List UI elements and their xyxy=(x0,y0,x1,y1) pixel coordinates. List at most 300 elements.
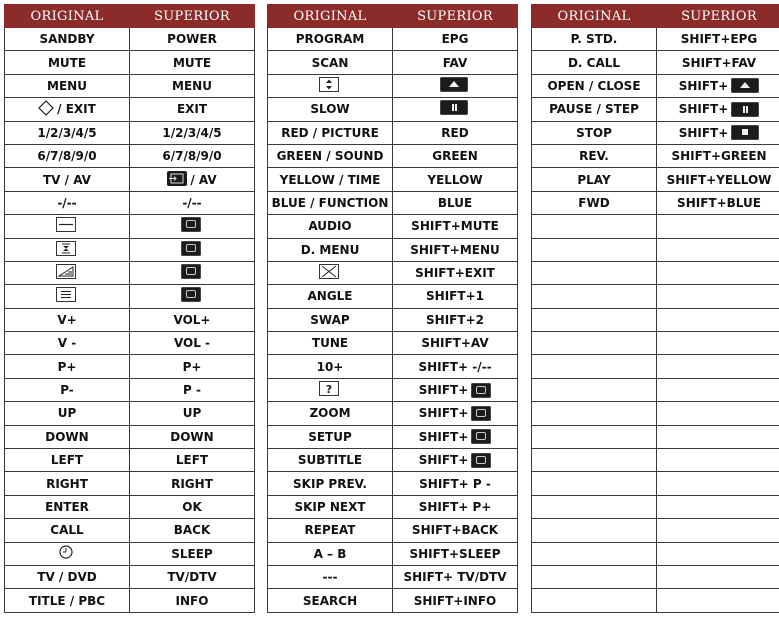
table-row xyxy=(268,589,518,612)
svg-text:?: ? xyxy=(325,383,332,397)
key-label: / AV xyxy=(190,172,217,187)
key-label: RED xyxy=(441,125,469,140)
original-key-cell xyxy=(532,449,657,472)
original-key-cell xyxy=(268,261,393,284)
header-original: ORIGINAL xyxy=(5,5,130,28)
superior-key-cell xyxy=(657,425,779,448)
table-row xyxy=(268,472,518,495)
stop-button-icon xyxy=(731,125,759,140)
superior-key-cell xyxy=(657,238,779,261)
original-key-cell xyxy=(5,449,130,472)
header-original: ORIGINAL xyxy=(268,5,393,28)
key-label: --- xyxy=(322,570,338,585)
original-key-cell xyxy=(532,589,657,612)
original-key-cell xyxy=(268,332,393,355)
table-row xyxy=(532,425,779,448)
superior-key-cell xyxy=(657,121,779,144)
superior-key-cell xyxy=(130,519,255,542)
table-row xyxy=(5,378,255,401)
superior-key-cell xyxy=(130,51,255,74)
superior-key-cell xyxy=(657,98,779,121)
key-label: DOWN xyxy=(170,429,214,444)
superior-key-cell xyxy=(393,472,518,495)
original-key-cell xyxy=(5,519,130,542)
superior-key-cell xyxy=(130,589,255,612)
key-label: GREEN xyxy=(432,149,478,164)
original-key-cell xyxy=(268,74,393,97)
text-list-icon xyxy=(56,287,76,305)
original-key-cell xyxy=(268,191,393,214)
mix-button-icon xyxy=(471,429,491,444)
superior-key-cell xyxy=(657,215,779,238)
original-key-cell xyxy=(268,51,393,74)
superior-key-cell xyxy=(393,402,518,425)
superior-key-cell xyxy=(393,98,518,121)
table-row xyxy=(5,589,255,612)
key-label: 1/2/3/4/5 xyxy=(37,125,97,140)
key-label: GREEN / SOUND xyxy=(276,149,384,164)
original-key-cell xyxy=(532,74,657,97)
table-row xyxy=(5,191,255,214)
original-key-cell xyxy=(5,378,130,401)
original-key-cell xyxy=(5,74,130,97)
key-label: SHIFT+ xyxy=(418,406,469,421)
original-key-cell xyxy=(5,98,130,121)
key-label: SHIFT+GREEN xyxy=(671,149,767,164)
original-key-cell xyxy=(532,28,657,51)
key-label: SETUP xyxy=(308,429,352,444)
key-label: SHIFT+ xyxy=(418,453,469,468)
table-row xyxy=(532,495,779,518)
table-row xyxy=(532,121,779,144)
key-label: 6/7/8/9/0 xyxy=(37,149,97,164)
original-key-cell xyxy=(268,355,393,378)
key-label: PLAY xyxy=(577,172,611,187)
superior-key-cell xyxy=(657,51,779,74)
original-key-cell xyxy=(268,542,393,565)
key-label: SHIFT+SLEEP xyxy=(409,546,501,561)
table-row xyxy=(268,495,518,518)
key-label: STOP xyxy=(576,125,612,140)
table-row xyxy=(5,144,255,167)
table-row xyxy=(5,168,255,191)
superior-key-cell xyxy=(393,285,518,308)
superior-key-cell xyxy=(393,449,518,472)
table-row xyxy=(268,74,518,97)
table-row xyxy=(5,355,255,378)
superior-key-cell xyxy=(393,215,518,238)
table-row xyxy=(532,261,779,284)
key-label: SHIFT+ xyxy=(418,383,469,398)
key-label: CALL xyxy=(50,523,84,538)
key-label: P+ xyxy=(182,359,202,374)
key-label: SHIFT+1 xyxy=(426,289,484,304)
superior-key-cell xyxy=(657,402,779,425)
table-row xyxy=(5,98,255,121)
key-label: SHIFT+ xyxy=(678,102,729,117)
key-label: AUDIO xyxy=(308,219,352,234)
table-row xyxy=(532,589,779,612)
original-key-cell xyxy=(5,285,130,308)
original-key-cell xyxy=(5,191,130,214)
superior-key-cell xyxy=(130,378,255,401)
pause-button-icon xyxy=(731,102,759,117)
table-row xyxy=(268,308,518,331)
original-key-cell xyxy=(5,51,130,74)
table-row xyxy=(532,28,779,51)
original-key-cell xyxy=(5,308,130,331)
superior-key-cell xyxy=(657,519,779,542)
table-row xyxy=(532,144,779,167)
original-key-cell xyxy=(532,238,657,261)
table-row xyxy=(5,542,255,565)
table-row xyxy=(268,355,518,378)
key-label: YELLOW xyxy=(427,172,483,187)
original-key-cell xyxy=(268,308,393,331)
key-label: SHIFT+AV xyxy=(421,336,489,351)
superior-key-cell xyxy=(130,355,255,378)
superior-key-cell xyxy=(130,449,255,472)
key-label: RIGHT xyxy=(171,476,213,491)
superior-key-cell xyxy=(130,98,255,121)
original-key-cell xyxy=(268,472,393,495)
header-superior: SUPERIOR xyxy=(393,5,518,28)
superior-key-cell xyxy=(393,425,518,448)
key-label: FWD xyxy=(578,195,610,210)
superior-key-cell xyxy=(130,215,255,238)
superior-key-cell xyxy=(393,144,518,167)
original-key-cell xyxy=(268,378,393,401)
original-key-cell xyxy=(268,565,393,588)
table-row xyxy=(268,168,518,191)
key-label: SHIFT+YELLOW xyxy=(666,172,772,187)
table-row xyxy=(268,285,518,308)
table-row xyxy=(268,402,518,425)
key-label: TV / AV xyxy=(43,172,91,187)
original-key-cell xyxy=(532,519,657,542)
original-key-cell xyxy=(532,542,657,565)
hold-button-icon xyxy=(471,406,491,421)
superior-key-cell xyxy=(130,332,255,355)
superior-key-cell xyxy=(657,308,779,331)
key-label: A – B xyxy=(313,546,347,561)
reveal-question-icon xyxy=(319,381,339,399)
original-key-cell xyxy=(532,495,657,518)
table-row xyxy=(268,542,518,565)
original-key-cell xyxy=(5,542,130,565)
key-label: TV / DVD xyxy=(37,570,97,585)
original-key-cell xyxy=(268,495,393,518)
key-label: P- xyxy=(60,383,74,398)
original-key-cell xyxy=(532,425,657,448)
original-key-cell xyxy=(5,472,130,495)
table-row xyxy=(532,565,779,588)
original-key-cell xyxy=(532,215,657,238)
superior-key-cell xyxy=(130,472,255,495)
key-label: SHIFT+ xyxy=(678,78,729,93)
table-row xyxy=(5,285,255,308)
original-key-cell xyxy=(5,28,130,51)
original-key-cell xyxy=(5,402,130,425)
text-line-icon xyxy=(56,217,76,235)
original-key-cell xyxy=(268,285,393,308)
superior-key-cell xyxy=(657,168,779,191)
key-label: SLOW xyxy=(310,102,350,117)
original-key-cell xyxy=(5,261,130,284)
key-label: P+ xyxy=(57,359,77,374)
original-key-cell xyxy=(532,472,657,495)
header-original: ORIGINAL xyxy=(532,5,657,28)
key-label: P. STD. xyxy=(570,32,618,47)
original-key-cell xyxy=(5,144,130,167)
key-label: 1/2/3/4/5 xyxy=(162,125,222,140)
superior-key-cell xyxy=(657,495,779,518)
text-mix-icon xyxy=(56,264,76,282)
original-key-cell xyxy=(268,144,393,167)
original-key-cell xyxy=(5,121,130,144)
superior-key-cell xyxy=(657,355,779,378)
superior-key-cell xyxy=(130,425,255,448)
key-label: SHIFT+MENU xyxy=(410,242,500,257)
superior-key-cell xyxy=(393,519,518,542)
key-label: YELLOW / TIME xyxy=(279,172,381,187)
key-label: MENU xyxy=(172,78,212,93)
superior-key-cell xyxy=(657,28,779,51)
table-row xyxy=(5,565,255,588)
table-row xyxy=(532,238,779,261)
table-row xyxy=(5,519,255,542)
key-label: SHIFT+BLUE xyxy=(677,195,761,210)
key-label: LEFT xyxy=(50,453,84,468)
key-label: PROGRAM xyxy=(295,32,365,47)
original-key-cell xyxy=(532,355,657,378)
key-label: RED / PICTURE xyxy=(281,125,379,140)
original-key-cell xyxy=(5,332,130,355)
superior-key-cell xyxy=(130,191,255,214)
superior-key-cell xyxy=(130,402,255,425)
original-key-cell xyxy=(5,589,130,612)
table-row xyxy=(532,332,779,355)
table-row xyxy=(532,215,779,238)
original-key-cell xyxy=(5,238,130,261)
key-label: -/-- xyxy=(57,195,77,210)
original-key-cell xyxy=(532,121,657,144)
key-label: -/-- xyxy=(182,195,202,210)
table-row xyxy=(268,332,518,355)
key-label: TITLE / PBC xyxy=(28,593,106,608)
superior-key-cell xyxy=(657,332,779,355)
key-label: BLUE xyxy=(437,195,473,210)
original-key-cell xyxy=(268,589,393,612)
header-superior: SUPERIOR xyxy=(657,5,779,28)
key-label: SCAN xyxy=(311,55,349,70)
superior-key-cell xyxy=(393,308,518,331)
superior-key-cell xyxy=(393,332,518,355)
superior-key-cell xyxy=(393,542,518,565)
key-label: SKIP NEXT xyxy=(294,500,366,514)
original-key-cell xyxy=(532,565,657,588)
key-label: EXIT xyxy=(176,102,208,117)
mapping-table-2 xyxy=(267,4,518,613)
original-key-cell xyxy=(268,215,393,238)
key-label: SHIFT+ xyxy=(418,429,469,444)
original-key-cell xyxy=(532,144,657,167)
key-label: ENTER xyxy=(45,500,89,514)
key-label: 6/7/8/9/0 xyxy=(162,149,222,164)
superior-key-cell xyxy=(657,565,779,588)
superior-key-cell xyxy=(393,51,518,74)
table-row xyxy=(532,542,779,565)
key-label: SHIFT+MUTE xyxy=(411,219,499,234)
superior-key-cell xyxy=(130,168,255,191)
key-label: SHIFT+BACK xyxy=(411,523,499,538)
table-row xyxy=(532,472,779,495)
superior-key-cell xyxy=(130,74,255,97)
original-key-cell xyxy=(532,191,657,214)
table-row xyxy=(5,402,255,425)
original-key-cell xyxy=(268,238,393,261)
exit-diamond-icon xyxy=(38,100,54,119)
table-row xyxy=(268,565,518,588)
table-row xyxy=(532,355,779,378)
original-key-cell xyxy=(268,425,393,448)
original-key-cell xyxy=(5,495,130,518)
original-key-cell xyxy=(5,355,130,378)
table-row xyxy=(5,261,255,284)
key-label: MUTE xyxy=(172,55,212,70)
superior-key-cell xyxy=(130,144,255,167)
cancel-cross-icon xyxy=(319,264,339,282)
table-row xyxy=(532,168,779,191)
original-key-cell xyxy=(532,285,657,308)
key-label: D. CALL xyxy=(567,55,621,70)
superior-key-cell xyxy=(130,565,255,588)
key-label: POWER xyxy=(167,32,217,47)
key-label: TV/DTV xyxy=(167,570,217,585)
original-key-cell xyxy=(532,402,657,425)
key-label: LEFT xyxy=(175,453,209,468)
superior-key-cell xyxy=(657,285,779,308)
key-label: MENU xyxy=(47,78,87,93)
key-label: EPG xyxy=(441,32,469,47)
table-row xyxy=(5,449,255,472)
table-row xyxy=(532,98,779,121)
original-key-cell xyxy=(532,378,657,401)
key-label: OK xyxy=(182,500,202,514)
table-row xyxy=(5,28,255,51)
key-label: REPEAT xyxy=(304,523,356,538)
table-row xyxy=(532,402,779,425)
key-label: SHIFT+ P - xyxy=(419,476,491,491)
key-label: SHIFT+ P+ xyxy=(418,500,492,514)
superior-key-cell xyxy=(393,495,518,518)
superior-key-cell xyxy=(657,191,779,214)
key-label: SUBTITLE xyxy=(297,453,363,468)
key-label: DOWN xyxy=(45,429,89,444)
original-key-cell xyxy=(268,402,393,425)
table-row xyxy=(532,74,779,97)
superior-key-cell xyxy=(130,238,255,261)
key-label: ZOOM xyxy=(309,406,351,421)
table-row xyxy=(5,215,255,238)
table-row xyxy=(268,378,518,401)
superior-key-cell xyxy=(393,238,518,261)
superior-key-cell xyxy=(130,285,255,308)
table-row xyxy=(532,378,779,401)
key-label: SHIFT+FAV xyxy=(681,55,757,70)
input-source-icon xyxy=(167,171,187,189)
table-row xyxy=(5,472,255,495)
superior-key-cell xyxy=(657,449,779,472)
table-row xyxy=(268,238,518,261)
key-label: MUTE xyxy=(47,55,87,70)
original-key-cell xyxy=(268,121,393,144)
key-label: V - xyxy=(57,336,77,351)
table-row xyxy=(5,308,255,331)
key-label: SKIP PREV. xyxy=(293,476,367,491)
key-label: SHIFT+ xyxy=(678,125,729,140)
original-key-cell xyxy=(268,519,393,542)
key-label: V+ xyxy=(57,312,77,327)
superior-key-cell xyxy=(393,74,518,97)
key-label: RIGHT xyxy=(46,476,88,491)
key-label: SHIFT+2 xyxy=(426,312,484,327)
eject-button-icon xyxy=(440,77,468,92)
original-key-cell xyxy=(268,28,393,51)
superior-key-cell xyxy=(130,308,255,331)
superior-key-cell xyxy=(657,542,779,565)
original-key-cell xyxy=(5,425,130,448)
key-label: SEARCH xyxy=(302,593,358,608)
table-row xyxy=(5,74,255,97)
key-label: ANGLE xyxy=(307,289,353,304)
superior-key-cell xyxy=(393,355,518,378)
table-row xyxy=(532,191,779,214)
table-row xyxy=(532,449,779,472)
table-row xyxy=(268,425,518,448)
superior-key-cell xyxy=(657,144,779,167)
key-label: P - xyxy=(183,383,201,398)
table-row xyxy=(268,144,518,167)
text-button-icon xyxy=(181,217,201,232)
key-label: SLEEP xyxy=(171,546,213,561)
key-label: PAUSE / STEP xyxy=(549,102,639,117)
key-label: VOL - xyxy=(173,336,211,351)
superior-key-cell xyxy=(393,191,518,214)
table-row xyxy=(268,28,518,51)
original-key-cell xyxy=(5,168,130,191)
original-key-cell xyxy=(268,168,393,191)
table-row xyxy=(5,495,255,518)
table-row xyxy=(268,51,518,74)
superior-key-cell xyxy=(130,542,255,565)
mix-button-icon xyxy=(181,264,201,279)
original-key-cell xyxy=(532,332,657,355)
table-row xyxy=(5,51,255,74)
mapping-table-1 xyxy=(4,4,255,613)
eject-button-icon xyxy=(731,78,759,93)
text-hold-icon xyxy=(56,241,76,259)
superior-key-cell xyxy=(130,121,255,144)
superior-key-cell xyxy=(657,472,779,495)
original-key-cell xyxy=(532,168,657,191)
key-label: TUNE xyxy=(311,336,349,351)
superior-key-cell xyxy=(130,495,255,518)
table-row xyxy=(5,121,255,144)
text-button-icon xyxy=(471,383,491,398)
key-label: SHIFT+INFO xyxy=(413,593,497,608)
superior-key-cell xyxy=(393,565,518,588)
